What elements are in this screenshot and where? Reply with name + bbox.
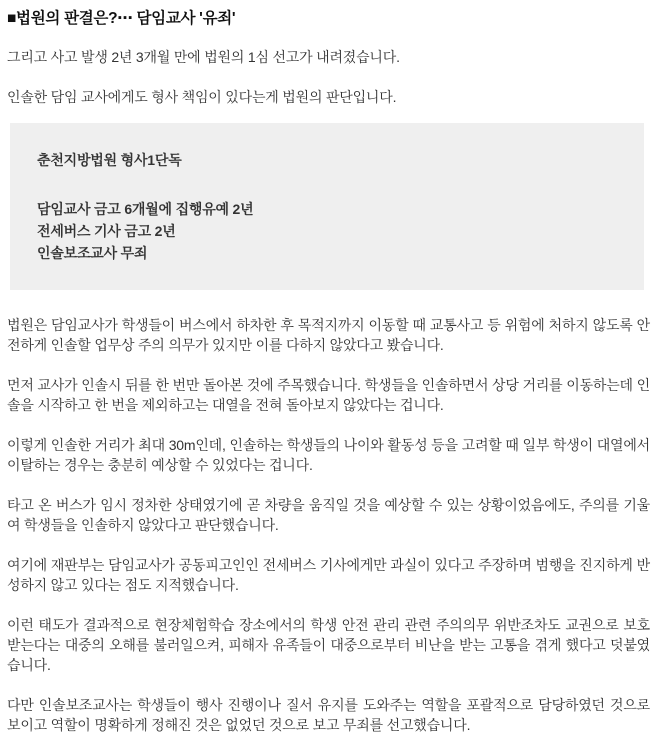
- intro-paragraph: 그리고 사고 발생 2년 3개월 만에 법원의 1심 선고가 내려졌습니다.: [7, 49, 400, 65]
- verdict-ruling-line: 인솔보조교사 무죄: [37, 245, 148, 261]
- verdict-court-name: 춘천지방법원 형사1단독: [37, 152, 182, 168]
- body-paragraph: 먼저 교사가 인솔시 뒤를 한 번만 돌아본 것에 주목했습니다. 학생들을 인솔하면서 상당 거리를 이동하는데 인솔을 시작하고 한 번을 제외하고는 대열을 전혀 돌아보지 않았다는 겁니다.: [7, 377, 650, 413]
- verdict-quote-box: [10, 123, 644, 290]
- body-paragraph: 이렇게 인솔한 거리가 최대 30m인데, 인솔하는 학생들의 나이와 활동성 등을 고려할 때 일부 학생이 대열에서 이탈하는 경우는 충분히 예상할 수 있었다는 겁니다.: [7, 437, 650, 473]
- body-paragraph: 법원은 담임교사가 학생들이 버스에서 하차한 후 목적지까지 이동할 때 교통사고 등 위험에 처하지 않도록 안전하게 인솔할 업무상 주의 의무가 있지만 이를 다하지 않았다고 봤습니다.: [7, 317, 650, 353]
- body-paragraph: 이런 태도가 결과적으로 현장체험학습 장소에서의 학생 안전 관리 관련 주의의무 위반조차도 교권으로 보호받는다는 대중의 오해를 불러일으켜, 피해자 유족들이 대중으로부터 비난을 받는 고통을 겪게 했다고 덧붙였습니다.: [7, 617, 650, 673]
- intro-paragraph: 인솔한 담임 교사에게도 형사 책임이 있다는게 법원의 판단입니다.: [7, 89, 397, 105]
- body-paragraph: 여기에 재판부는 담임교사가 공동피고인인 전세버스 기사에게만 과실이 있다고 주장하며 범행을 진지하게 반성하지 않고 있다는 점도 지적했습니다.: [7, 557, 650, 593]
- body-paragraph: 다만 인솔보조교사는 학생들이 행사 진행이나 질서 유지를 도와주는 역할을 포괄적으로 담당하였던 것으로 보이고 역할이 명확하게 정해진 것은 없었던 것으로 보고 무죄를 선고했습니다.: [7, 697, 650, 733]
- verdict-ruling-line: 담임교사 금고 6개월에 집행유예 2년: [37, 201, 254, 217]
- verdict-ruling-line: 전세버스 기사 금고 2년: [37, 223, 176, 239]
- article-section-heading: ■법원의 판결은?⋯ 담임교사 '유죄': [7, 10, 236, 27]
- body-paragraph: 타고 온 버스가 임시 정차한 상태였기에 곧 차량을 움직일 것을 예상할 수 있는 상황이었음에도, 주의를 기울여 학생들을 인솔하지 않았다고 판단했습니다.: [7, 497, 650, 533]
